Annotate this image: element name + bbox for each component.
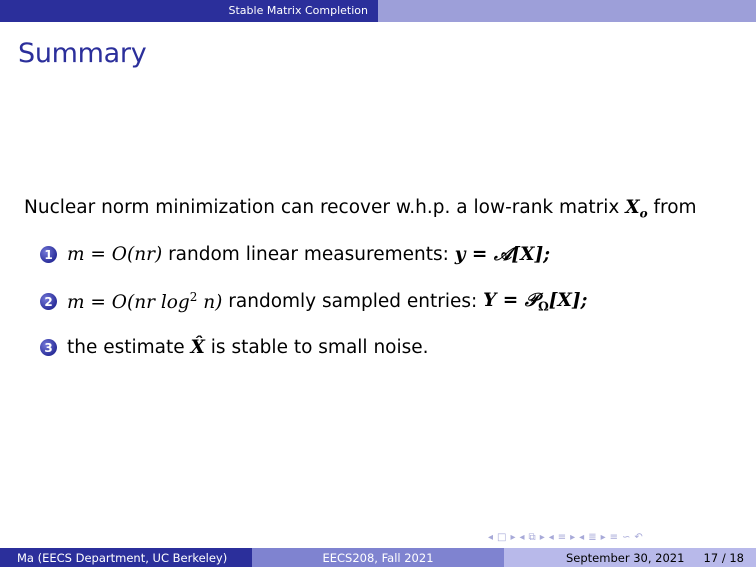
beamer-navigation xyxy=(488,532,643,543)
item-equation: y = 𝒜[X]; xyxy=(454,244,551,265)
footer-date-box xyxy=(504,548,756,567)
nav-frame-left-icon[interactable]: ◂ xyxy=(488,532,494,543)
footer-author: Ma (EECS Department, UC Berkeley) xyxy=(0,548,252,567)
page-number: 17 / 18 xyxy=(703,550,744,565)
item-number-ball: 1 xyxy=(40,246,57,263)
header-bar xyxy=(0,0,756,22)
nav-subsection-right-icon[interactable]: ▸ xyxy=(539,532,545,543)
nav-subsection-left-icon[interactable]: ◂ xyxy=(519,532,525,543)
item-text: the estimate xyxy=(67,337,185,358)
item-equation: Y = 𝒫$_\Omega$[X]; xyxy=(483,290,588,314)
nav-back-icon[interactable]: ↶ xyxy=(634,532,643,543)
item-text: is stable to small noise. xyxy=(210,337,429,358)
nav-section-left-icon[interactable]: ◂ xyxy=(548,532,554,543)
page-title: Summary xyxy=(18,38,147,69)
nav-doc-icon[interactable]: ≣ xyxy=(588,532,597,543)
nav-frame-icon[interactable]: □ xyxy=(497,532,507,543)
item-formula: m = O(nr) xyxy=(67,244,163,265)
nav-subsection-icon[interactable]: ⧉ xyxy=(528,532,536,543)
footline xyxy=(0,548,756,567)
intro-text: Nuclear norm minimization can recover w.h.p. a low-rank matrix xyxy=(24,197,620,218)
item-text: randomly sampled entries: xyxy=(228,291,478,313)
intro-paragraph xyxy=(24,197,697,221)
nav-doc-right-icon[interactable]: ▸ xyxy=(600,532,606,543)
footer-date: September 30, 2021 xyxy=(566,550,685,565)
section-title[interactable]: Stable Matrix Completion xyxy=(228,4,368,17)
item-formula: m = O(nr $\log^2 n$) xyxy=(67,290,223,314)
list-item xyxy=(40,244,550,265)
item-number-ball: 3 xyxy=(40,339,57,356)
nav-appendix-icon[interactable]: ≡ xyxy=(609,532,619,543)
matrix-symbol: $X_o$ xyxy=(625,197,648,221)
nav-search-icon[interactable]: ∽ xyxy=(622,532,631,543)
nav-frame-right-icon[interactable]: ▸ xyxy=(510,532,516,543)
nav-section-right-icon[interactable]: ▸ xyxy=(570,532,576,543)
nav-section-icon[interactable]: ≡ xyxy=(557,532,567,543)
list-item xyxy=(40,290,587,314)
footer-course: EECS208, Fall 2021 xyxy=(252,548,504,567)
estimate-symbol: X̂ xyxy=(190,337,205,358)
header-section-bar xyxy=(0,0,378,22)
item-number-ball: 2 xyxy=(40,293,57,310)
intro-end: from xyxy=(653,197,697,218)
list-item xyxy=(40,337,429,358)
nav-doc-left-icon[interactable]: ◂ xyxy=(579,532,585,543)
item-text: random linear measurements: xyxy=(168,244,449,265)
